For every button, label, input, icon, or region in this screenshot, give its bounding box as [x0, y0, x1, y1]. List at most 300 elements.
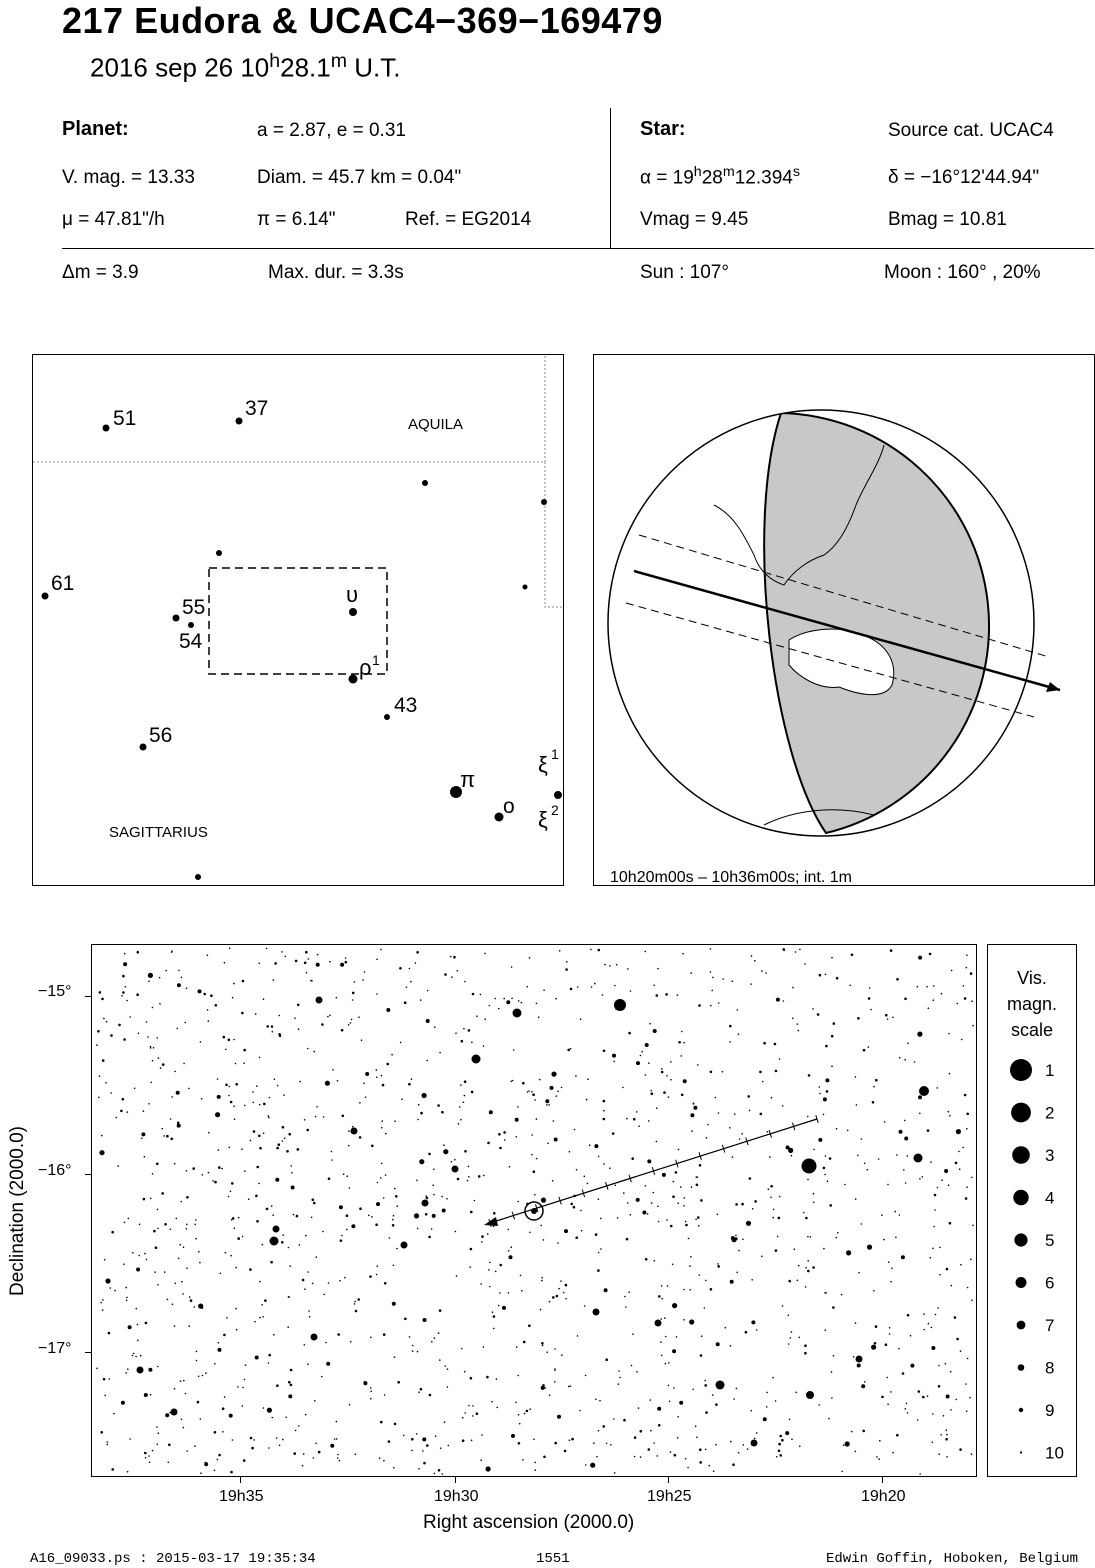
field-star	[99, 1075, 101, 1077]
field-star	[528, 1324, 531, 1327]
field-star	[306, 1129, 309, 1132]
field-star	[426, 1197, 429, 1200]
field-star	[577, 1335, 579, 1337]
field-star	[224, 962, 226, 964]
field-star	[515, 1118, 519, 1122]
header-divider	[610, 108, 611, 248]
field-star	[291, 1172, 293, 1174]
field-star	[807, 1116, 809, 1118]
field-star	[235, 1308, 237, 1310]
field-star	[817, 1013, 820, 1016]
field-star	[933, 985, 935, 987]
field-star	[417, 1228, 419, 1230]
field-star	[302, 1279, 305, 1282]
field-star	[359, 1102, 361, 1104]
field-star	[971, 1300, 973, 1302]
field-star	[113, 1413, 115, 1415]
field-star	[145, 1322, 148, 1325]
field-star	[894, 1211, 896, 1213]
field-star	[316, 963, 320, 967]
scale-dot	[1011, 1103, 1031, 1123]
field-star	[754, 1438, 756, 1440]
field-star	[614, 985, 616, 987]
field-star	[258, 1135, 261, 1138]
field-star	[476, 1015, 478, 1017]
field-star	[218, 1166, 221, 1169]
field-star	[789, 1419, 791, 1421]
sun-elongation: Sun : 107°	[640, 262, 729, 283]
field-star	[474, 1200, 476, 1202]
field-star	[456, 1275, 458, 1277]
star	[422, 1200, 429, 1207]
field-star	[444, 973, 447, 976]
field-star	[381, 1075, 383, 1077]
field-star	[498, 1008, 500, 1010]
field-star	[181, 977, 183, 979]
field-star	[510, 1246, 512, 1248]
field-star	[158, 1432, 160, 1434]
field-star	[242, 1387, 244, 1389]
scale-dot	[1013, 1190, 1028, 1205]
field-star	[274, 1078, 276, 1080]
field-star	[557, 1415, 561, 1419]
label-rho: ρ	[359, 655, 372, 680]
field-star	[704, 1307, 706, 1309]
field-star	[102, 1059, 105, 1062]
field-star	[269, 1097, 271, 1099]
field-star	[831, 1035, 834, 1038]
field-star	[442, 1209, 446, 1213]
field-star	[325, 1342, 327, 1344]
field-star	[668, 1096, 670, 1098]
field-star	[937, 1307, 939, 1309]
field-star	[183, 1246, 185, 1248]
field-star	[930, 1161, 932, 1163]
field-star	[252, 1091, 254, 1093]
field-star	[722, 1071, 724, 1073]
field-star	[907, 1042, 909, 1044]
delta-mag: Δm = 3.9	[62, 262, 139, 283]
field-star	[680, 1186, 682, 1188]
field-star	[136, 993, 139, 996]
field-star	[105, 1278, 110, 1283]
field-star	[363, 1381, 367, 1385]
field-star	[580, 1210, 582, 1212]
field-star	[535, 1469, 537, 1471]
star	[316, 997, 323, 1004]
field-star	[575, 1075, 577, 1077]
field-star	[180, 1380, 182, 1382]
field-star	[972, 1225, 974, 1227]
field-star	[829, 1204, 832, 1207]
field-star	[299, 1081, 301, 1083]
x-tick-1920: 19h20	[861, 1488, 906, 1505]
field-star	[396, 1205, 398, 1207]
field-star	[315, 1116, 317, 1118]
field-star	[282, 1234, 284, 1236]
field-star	[181, 1281, 183, 1283]
field-star	[293, 1214, 295, 1216]
field-star	[288, 1247, 290, 1249]
field-star	[598, 1198, 600, 1200]
field-star	[472, 1405, 474, 1407]
field-star	[468, 1029, 471, 1032]
field-star	[540, 1309, 542, 1311]
field-star	[851, 954, 854, 957]
field-star	[157, 1444, 159, 1446]
field-star	[124, 953, 126, 955]
field-star	[554, 1381, 556, 1383]
label-56: 56	[149, 724, 173, 747]
field-star	[823, 1114, 825, 1116]
field-star	[255, 1013, 257, 1015]
x-tick-1935: 19h35	[219, 1488, 264, 1505]
field-star	[749, 1110, 751, 1112]
field-star	[178, 1258, 180, 1260]
field-star	[517, 1201, 519, 1203]
field-star	[555, 998, 557, 1000]
field-star	[194, 1445, 196, 1447]
field-star	[590, 1463, 595, 1468]
field-star	[312, 1283, 314, 1285]
field-star	[653, 1442, 655, 1444]
star	[452, 1166, 459, 1173]
field-star	[427, 990, 429, 992]
field-star	[183, 1063, 185, 1065]
field-star	[486, 1466, 491, 1471]
field-star	[339, 1205, 343, 1209]
star	[171, 1409, 178, 1416]
field-star	[243, 1459, 246, 1462]
field-star	[598, 1156, 600, 1158]
field-star	[423, 1318, 427, 1322]
field-star	[910, 1335, 912, 1337]
field-star	[351, 1019, 353, 1021]
field-star	[541, 1277, 543, 1279]
field-star	[750, 983, 752, 985]
field-star	[476, 1412, 479, 1415]
field-star	[813, 1149, 815, 1151]
field-star	[244, 1170, 246, 1172]
field-star	[945, 1363, 947, 1365]
field-star	[941, 993, 943, 995]
field-star	[776, 1456, 778, 1458]
field-star	[710, 1005, 712, 1007]
field-star	[328, 1177, 331, 1180]
field-star	[808, 1074, 811, 1077]
field-star	[698, 1225, 700, 1227]
field-star	[232, 1439, 234, 1441]
field-star	[110, 1034, 113, 1037]
field-star	[841, 1471, 843, 1473]
field-star	[531, 1091, 533, 1093]
field-star	[145, 1457, 147, 1459]
field-star	[971, 1000, 973, 1002]
field-star	[550, 1086, 554, 1090]
star-alpha: $\alpha = 19^h28^m12.394^s$	[640, 164, 800, 189]
field-star	[287, 1326, 289, 1328]
field-star	[541, 1280, 543, 1282]
field-star	[773, 1209, 775, 1211]
field-star	[196, 1360, 198, 1362]
field-star	[856, 1104, 858, 1106]
field-star	[468, 1166, 470, 1168]
field-star	[371, 1145, 374, 1148]
field-star	[286, 1150, 289, 1153]
field-star	[463, 1102, 465, 1104]
field-star	[705, 1280, 707, 1282]
field-star	[831, 1397, 833, 1399]
field-star	[917, 1032, 922, 1037]
field-star	[489, 1005, 491, 1007]
field-star	[108, 1332, 111, 1335]
field-star	[813, 1193, 815, 1195]
field-star	[256, 1085, 258, 1087]
field-star	[565, 968, 568, 971]
field-star	[411, 1438, 414, 1441]
field-star	[658, 1424, 661, 1427]
field-star	[111, 1231, 114, 1234]
field-star	[222, 1431, 224, 1433]
field-star	[531, 1154, 533, 1156]
field-star	[797, 1280, 799, 1282]
field-star	[137, 1340, 139, 1342]
field-star	[339, 1280, 341, 1282]
field-star	[263, 1407, 265, 1409]
field-star	[281, 951, 283, 953]
field-star	[819, 1093, 821, 1095]
field-star	[357, 1298, 360, 1301]
field-star	[256, 1166, 259, 1169]
field-star	[891, 1268, 893, 1270]
field-star	[874, 1346, 876, 1348]
field-star	[416, 951, 419, 954]
field-star	[520, 1275, 522, 1277]
field-star	[581, 1230, 583, 1232]
field-star	[152, 1450, 154, 1452]
field-star	[389, 1237, 391, 1239]
field-star	[627, 968, 629, 970]
field-star	[411, 1450, 413, 1452]
field-star	[255, 1195, 258, 1198]
field-star	[480, 1283, 482, 1285]
field-star	[651, 1092, 654, 1095]
field-star	[434, 1026, 436, 1028]
field-star	[667, 1285, 669, 1287]
field-star	[210, 994, 213, 997]
field-star	[217, 1078, 219, 1080]
field-star	[198, 1304, 203, 1309]
field-star	[144, 1452, 147, 1455]
field-star	[110, 1092, 112, 1094]
field-star	[594, 983, 596, 985]
field-star	[365, 1072, 369, 1076]
field-star	[672, 1264, 674, 1266]
field-star	[171, 1096, 173, 1098]
field-star	[288, 1296, 290, 1298]
field-star	[576, 1169, 578, 1171]
field-star	[228, 1086, 230, 1088]
field-star	[623, 1419, 626, 1422]
field-star	[710, 971, 712, 973]
field-star	[685, 1224, 688, 1227]
field-star	[919, 1113, 921, 1115]
field-star	[696, 1176, 698, 1178]
field-star	[718, 1112, 720, 1114]
star	[716, 1381, 725, 1390]
field-star	[853, 1356, 855, 1358]
field-star	[480, 994, 482, 996]
field-star	[792, 987, 794, 989]
field-star	[244, 1105, 246, 1107]
field-star	[311, 1217, 313, 1219]
field-star	[279, 1035, 282, 1038]
field-star	[322, 1231, 324, 1233]
field-star	[417, 1351, 419, 1353]
field-star	[127, 1111, 129, 1113]
star	[914, 1154, 923, 1163]
field-star	[230, 1471, 233, 1474]
field-star	[225, 1084, 228, 1087]
field-star	[889, 1333, 891, 1335]
field-star	[396, 1248, 398, 1250]
field-star	[570, 1048, 572, 1050]
field-star	[250, 1140, 252, 1142]
field-star	[788, 1343, 790, 1345]
field-star	[454, 1159, 456, 1161]
field-star	[831, 957, 833, 959]
field-star	[288, 1381, 291, 1384]
star	[802, 1159, 817, 1174]
field-star	[674, 1454, 677, 1457]
field-star	[604, 964, 606, 966]
field-star	[673, 1181, 675, 1183]
field-star	[125, 1372, 127, 1374]
field-star	[348, 1130, 350, 1132]
field-star	[483, 1175, 485, 1177]
field-star	[122, 1098, 125, 1101]
field-star	[347, 1175, 349, 1177]
field-star	[768, 1188, 770, 1190]
field-star	[762, 1081, 764, 1083]
field-star	[878, 1458, 880, 1460]
field-star	[636, 1061, 640, 1065]
field-star	[661, 1068, 663, 1070]
field-star	[710, 948, 712, 950]
field-star	[394, 1188, 396, 1190]
field-star	[403, 1435, 405, 1437]
field-star	[481, 1241, 483, 1243]
field-star	[285, 956, 287, 958]
field-star	[519, 1423, 521, 1425]
field-star	[508, 1229, 510, 1231]
field-star	[484, 953, 486, 955]
field-star	[422, 1450, 424, 1452]
field-star	[423, 1462, 426, 1465]
field-star	[855, 1322, 857, 1324]
field-star	[290, 1165, 292, 1167]
label-xi2: ξ	[538, 807, 548, 832]
field-star	[157, 1228, 159, 1230]
field-star	[949, 1115, 951, 1117]
field-star	[967, 1358, 969, 1360]
star	[472, 1055, 481, 1064]
field-star	[756, 1329, 758, 1331]
field-star	[197, 1401, 200, 1404]
field-star	[498, 1305, 500, 1307]
field-star	[818, 1138, 822, 1142]
field-star	[463, 1028, 465, 1030]
field-star	[516, 1346, 518, 1348]
field-star	[617, 1217, 619, 1219]
field-star	[895, 1237, 897, 1239]
field-star	[934, 1194, 937, 1197]
field-star	[715, 1444, 717, 1446]
field-star	[683, 1289, 685, 1291]
field-star	[222, 1407, 225, 1410]
field-star	[557, 1242, 559, 1244]
field-star	[225, 1049, 227, 1051]
field-star	[199, 1262, 201, 1264]
field-star	[593, 1442, 595, 1444]
field-star	[683, 1079, 687, 1083]
field-star	[939, 1274, 941, 1276]
field-star	[742, 1239, 744, 1241]
field-star	[940, 1434, 942, 1436]
field-star	[594, 1144, 598, 1148]
field-star	[102, 1299, 104, 1301]
field-star	[554, 1442, 557, 1445]
field-star	[349, 1187, 351, 1189]
field-star	[506, 1000, 510, 1004]
field-star	[450, 956, 452, 958]
field-star	[103, 1018, 105, 1020]
field-star	[660, 1341, 662, 1343]
star	[523, 585, 528, 590]
field-star	[948, 1184, 950, 1186]
field-star	[527, 1091, 529, 1093]
field-star	[165, 1413, 169, 1417]
field-star	[546, 1104, 548, 1106]
field-star	[461, 1348, 463, 1350]
field-star	[735, 1235, 737, 1237]
field-star	[370, 1391, 372, 1393]
field-star	[518, 1414, 520, 1416]
field-star	[933, 1226, 935, 1228]
field-star	[937, 1187, 939, 1189]
label-54: 54	[179, 630, 203, 653]
field-star	[902, 1372, 905, 1375]
field-star	[636, 1198, 640, 1202]
field-star	[136, 1268, 140, 1272]
field-star	[196, 1351, 198, 1353]
field-star	[313, 1202, 316, 1205]
field-star	[339, 1460, 341, 1462]
field-star	[166, 1135, 169, 1138]
field-star	[889, 1327, 891, 1329]
star-56	[140, 744, 147, 751]
field-star	[946, 1429, 948, 1431]
field-star	[670, 1225, 673, 1228]
field-star	[575, 1236, 578, 1239]
field-star	[725, 1327, 727, 1329]
field-star	[337, 1333, 340, 1336]
field-star	[855, 1076, 857, 1078]
field-star	[242, 1236, 244, 1238]
field-star	[295, 960, 298, 963]
planet-pi: π = 6.14"	[257, 209, 336, 230]
field-star	[676, 1336, 678, 1338]
